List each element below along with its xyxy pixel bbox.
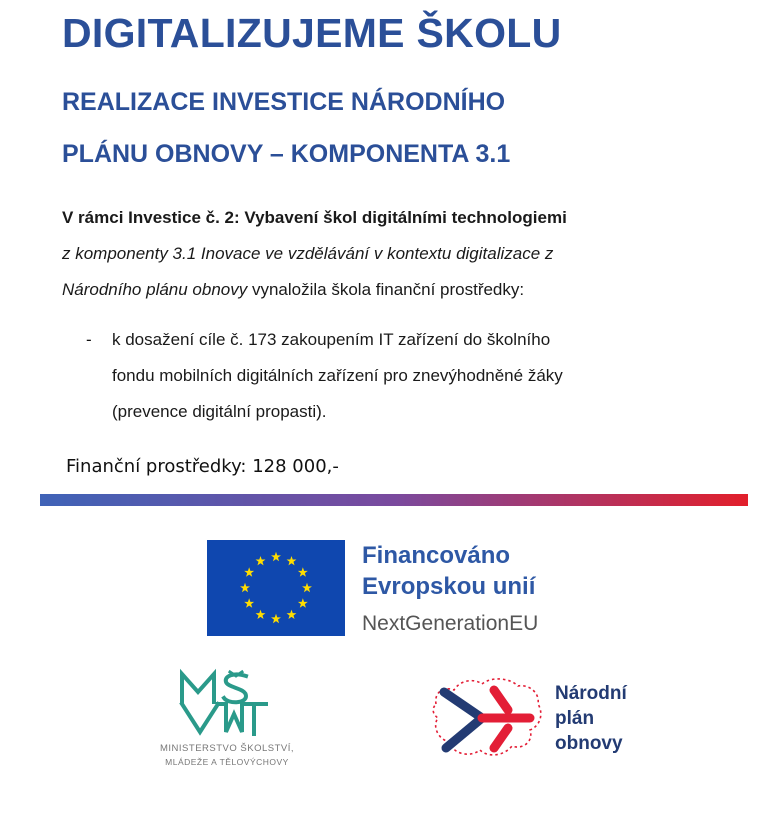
bullet-dash: -	[86, 330, 92, 349]
component-line-text: z komponenty 3.1 Inovace ve vzdělávání v kontextu digitalizace z	[62, 244, 554, 263]
bullet-line-2: fondu mobilních digitálních zařízení pro znevýhodněné žáky	[112, 366, 563, 385]
finance-amount: Finanční prostředky: 128 000,-	[66, 456, 339, 477]
eu-star-icon	[298, 598, 308, 607]
eu-star-icon	[298, 567, 308, 576]
eu-flag-icon	[207, 540, 345, 636]
gradient-divider	[40, 494, 748, 506]
eu-star-icon	[256, 556, 266, 565]
plan-line	[62, 280, 524, 300]
eu-star-icon	[271, 614, 281, 623]
msmt-logo-icon	[176, 668, 268, 738]
eu-star-icon	[287, 556, 297, 565]
eu-star-icon	[271, 552, 281, 561]
investment-heading: V rámci Investice č. 2: Vybavení škol digitálními technologiemi	[62, 208, 567, 227]
eu-star-icon	[287, 610, 297, 619]
bullet-line-3: (prevence digitální propasti).	[112, 402, 327, 421]
eu-star-icon	[240, 583, 250, 592]
eu-star-icon	[244, 567, 254, 576]
npo-text-line-2: plán	[555, 708, 595, 729]
npo-text-line-3: obnovy	[555, 733, 623, 754]
subtitle-line-2: PLÁNU OBNOVY – KOMPONENTA 3.1	[62, 140, 511, 168]
bullet-line-1: k dosažení cíle č. 173 zakoupením IT zařízení do školního	[112, 330, 551, 349]
plan-name: Národního plánu obnovy	[62, 280, 248, 299]
eu-star-icon	[256, 610, 266, 619]
npo-logo-icon	[430, 670, 546, 762]
page-title: DIGITALIZUJEME ŠKOLU	[62, 10, 562, 56]
eu-funded-line-1: Financováno	[362, 542, 511, 569]
npo-text-line-1: Národní	[555, 683, 627, 704]
subtitle-line-1: REALIZACE INVESTICE NÁRODNÍHO	[62, 88, 506, 116]
eu-star-icon	[302, 583, 312, 592]
msmt-caption-1: MINISTERSTVO ŠKOLSTVÍ,	[160, 743, 294, 754]
eu-funded-line-2: Evropskou unií	[362, 573, 536, 600]
component-line	[62, 244, 553, 264]
eu-stars-icon	[207, 540, 345, 636]
eu-star-icon	[244, 598, 254, 607]
plan-line-rest: vynaložila škola finanční prostředky:	[247, 280, 525, 299]
next-generation-eu: NextGenerationEU	[362, 612, 539, 635]
msmt-caption-2: MLÁDEŽE A TĚLOVÝCHOVY	[165, 757, 289, 767]
